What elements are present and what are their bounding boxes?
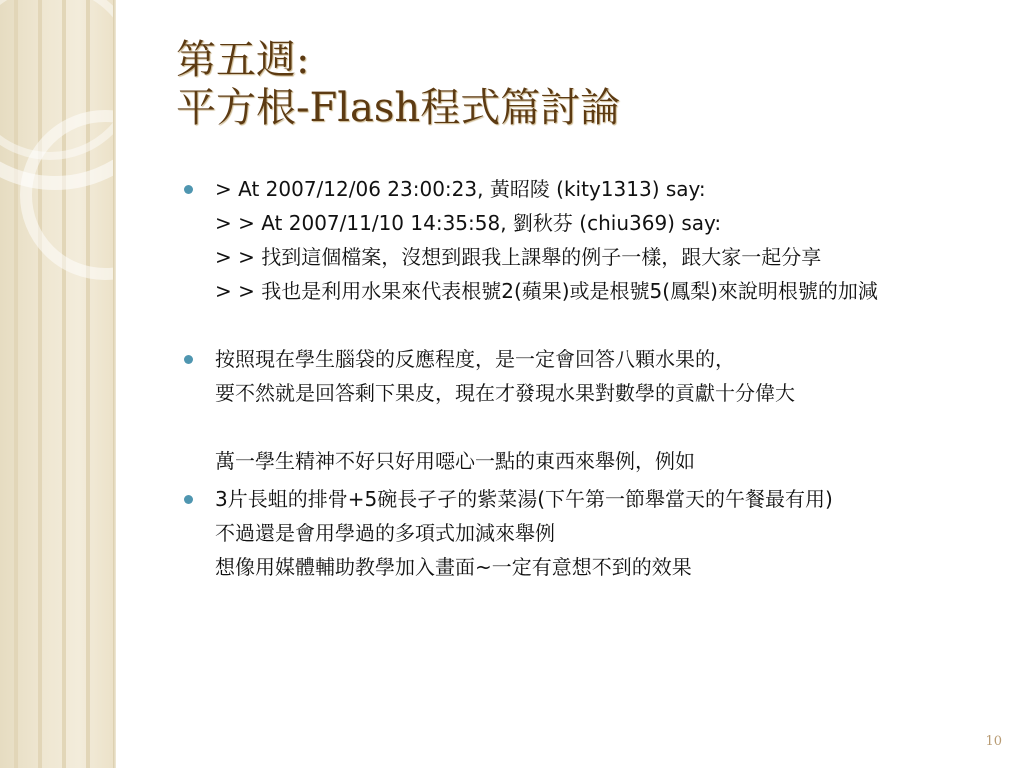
slide-body: [181, 172, 1001, 584]
bullet-list: [181, 172, 1001, 584]
slide-title-line-1: 第五週:: [176, 37, 310, 83]
bullet-text-line: > > 我也是利用水果來代表根號2(蘋果)或是根號5(鳳梨)來說明根號的加減: [215, 279, 878, 303]
slide-title: [176, 36, 620, 132]
sidebar-edge: [113, 0, 116, 768]
bullet-dot-icon: [184, 495, 193, 504]
blank-line: [215, 410, 1001, 444]
bullet-text-line: > > 找到這個檔案，沒想到跟我上課舉的例子一樣，跟大家一起分享: [215, 245, 822, 269]
bullet-text-line: 按照現在學生腦袋的反應程度，是一定會回答八顆水果的，: [215, 347, 735, 371]
bullet-dot-icon: [184, 355, 193, 364]
bullet-text-line: 萬一學生精神不好只好用噁心一點的東西來舉例，例如: [215, 449, 695, 473]
bullet-text-line: 不過還是會用學過的多項式加減來舉例: [215, 521, 555, 545]
bullet-dot-icon: [184, 185, 193, 194]
bullet-text-line: > > At 2007/11/10 14:35:58, 劉秋芬 (chiu369) say:: [215, 211, 722, 235]
bullet-item: [181, 482, 1001, 584]
bullet-text-line: 想像用媒體輔助教學加入畫面~一定有意想不到的效果: [215, 555, 692, 579]
bullet-text-line: > At 2007/12/06 23:00:23, 黃昭陵 (kity1313) say:: [215, 177, 706, 201]
page-number: 10: [985, 734, 1002, 749]
slide-title-line-2: 平方根-Flash程式篇討論: [176, 85, 621, 131]
bullet-item: [181, 342, 1001, 478]
bullet-text-line: 要不然就是回答剩下果皮，現在才發現水果對數學的貢獻十分偉大: [215, 381, 795, 405]
bullet-item: [181, 172, 1001, 308]
decorative-sidebar: [0, 0, 113, 768]
bullet-text-line: 3片長蛆的排骨+5碗長孑孑的紫菜湯(下午第一節舉當天的午餐最有用): [215, 487, 833, 511]
